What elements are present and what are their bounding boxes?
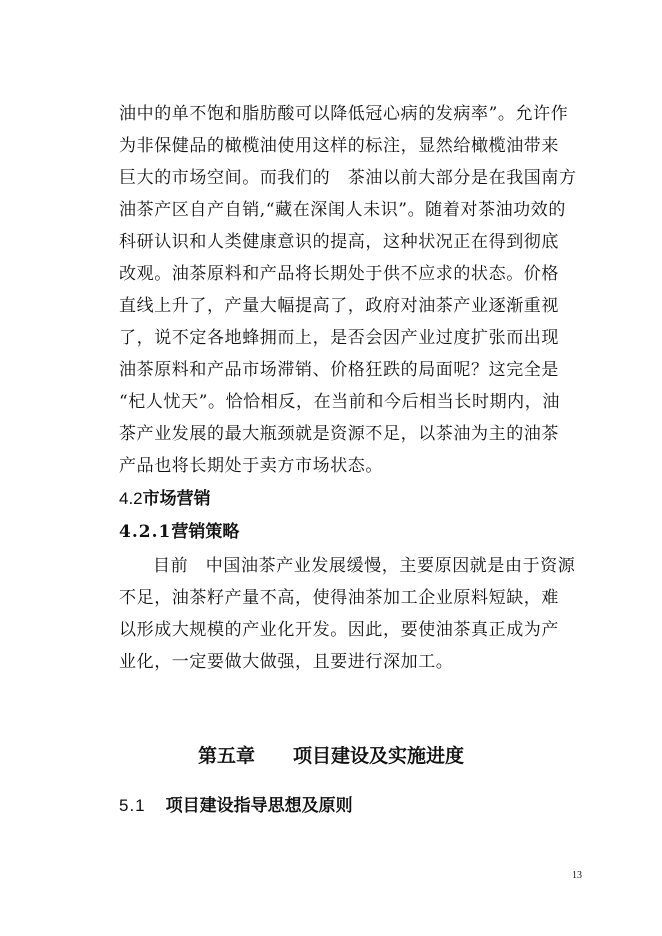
section-number: 4.2.1 [119,522,172,542]
paragraph-2-line-1: 目前 中国油茶产业发展缓慢，主要原因就是由于资源 [153,556,576,576]
paragraph-2-line-4: 业化，一定要做大做强，且要进行深加工。 [119,652,454,672]
paragraph-1-line-2: 为非保健品的橄榄油使用这样的标注，显然给橄榄油带来 [119,136,559,156]
paragraph-1-line-6: 改观。油茶原料和产品将长期处于供不应求的状态。价格 [119,264,559,284]
paragraph-1-line-1: 油中的单不饱和脂肪酸可以降低冠心病的发病率”。允许作 [119,104,569,124]
paragraph-1-line-5: 科研认识和人类健康意识的提高，这种状况正在得到彻底 [119,232,559,252]
section-heading-4-2 [119,487,211,511]
paragraph-1-line-3: 巨大的市场空间。而我们的 茶油以前大部分是在我国南方 [119,168,577,188]
section-title: 项目建设指导思想及原则 [165,796,353,816]
paragraph-1-line-12: 产品也将长期处于卖方市场状态。 [119,456,383,476]
paragraph-1-line-9: 油茶原料和产品市场滞销、价格狂跌的局面呢？这完全是 [119,360,559,380]
paragraph-1-line-8: 了，说不定各地蜂拥而上，是否会因产业过度扩张而出现 [119,328,559,348]
paragraph-1-line-10: “杞人忧天”。恰恰相反，在当前和今后相当长时期内，油 [119,392,560,412]
section-heading-4-2-1 [119,520,239,544]
paragraph-2-line-3: 以形成大规模的产业化开发。因此，要使油茶真正成为产 [119,620,559,640]
paragraph-1-line-7: 直线上升了，产量大幅提高了，政府对油茶产业逐渐重视 [119,296,559,316]
section-number: 5.1 [119,796,146,815]
section-number: 4.2 [119,489,143,508]
paragraph-1-line-4: 油茶产区自产自销,“藏在深闺人未识”。随着对茶油功效的 [119,200,566,220]
page-number: 13 [572,870,582,881]
section-title: 营销策略 [171,522,240,542]
paragraph-2-line-2: 不足，油茶籽产量不高，使得油茶加工企业原料短缺，难 [119,588,559,608]
section-title: 市场营销 [142,489,211,509]
chapter-heading: 第五章 项目建设及实施进度 [197,745,464,767]
section-heading-5-1 [119,794,353,818]
paragraph-1-line-11: 茶产业发展的最大瓶颈就是资源不足，以茶油为主的油茶 [119,424,559,444]
